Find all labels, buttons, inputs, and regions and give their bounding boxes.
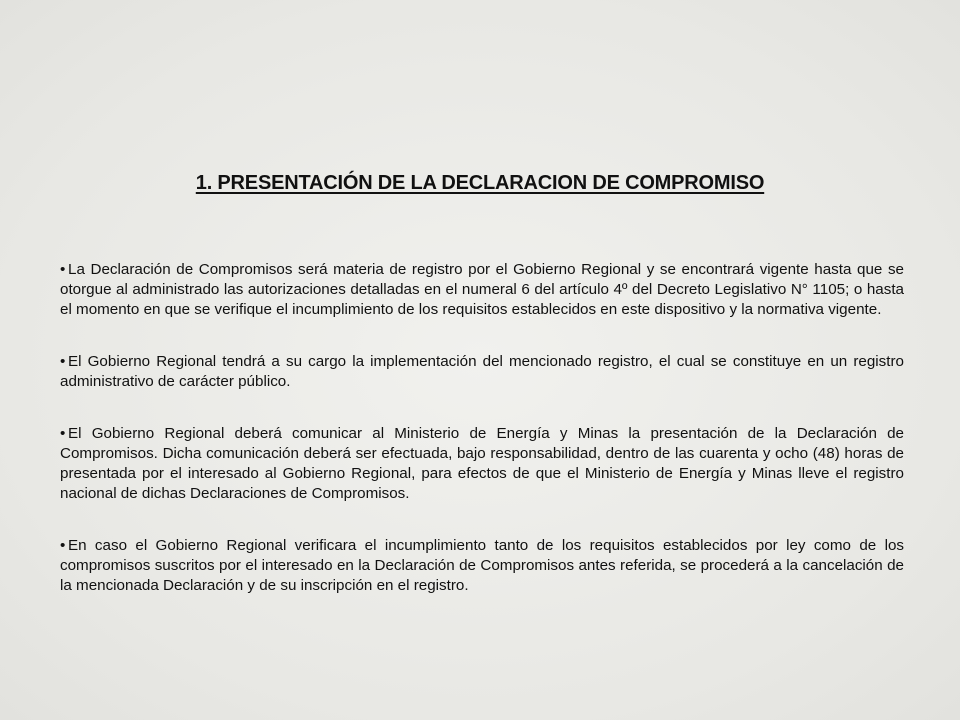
bullet-item xyxy=(60,352,904,392)
bullet-icon: • xyxy=(60,261,66,278)
bullet-icon: • xyxy=(60,353,66,370)
bullet-icon: • xyxy=(60,425,66,442)
bullet-text: El Gobierno Regional deberá comunicar al Ministerio de Energía y Minas la presentación de la Declaración de Compromisos. Dicha comunicación deberá ser efectuada, bajo responsabilidad, dentro de las cuarenta y ocho (48) horas de presentada por el interesado al Gobierno Regional, para efectos de que el Ministerio de Energía y Minas lleve el registro nacional de dichas Declaraciones de Compromisos. xyxy=(60,425,904,502)
bullet-icon: • xyxy=(60,537,66,554)
bullet-item xyxy=(60,424,904,504)
bullet-text: El Gobierno Regional tendrá a su cargo la implementación del mencionado registro, el cual se constituye en un registro administrativo de carácter público. xyxy=(60,353,904,390)
slide-title: 1. PRESENTACIÓN DE LA DECLARACION DE COMPROMISO xyxy=(195,172,765,194)
bullet-text: En caso el Gobierno Regional verificara el incumplimiento tanto de los requisitos establecidos por ley como de los compromisos suscritos por el interesado en la Declaración de Compromisos antes referida, se procederá a la cancelación de la mencionada Declaración y de su inscripción en el registro. xyxy=(60,537,904,594)
bullet-item xyxy=(60,260,904,320)
bullet-text: La Declaración de Compromisos será materia de registro por el Gobierno Regional y se encontrará vigente hasta que se otorgue al administrado las autorizaciones detalladas en el numeral 6 del artículo 4º del Decreto Legislativo N° 1105; o hasta el momento en que se verifique el incumplimiento de los requisitos establecidos en este dispositivo y la normativa vigente. xyxy=(60,261,904,318)
bullet-item xyxy=(60,536,904,596)
bullet-list xyxy=(60,260,904,628)
